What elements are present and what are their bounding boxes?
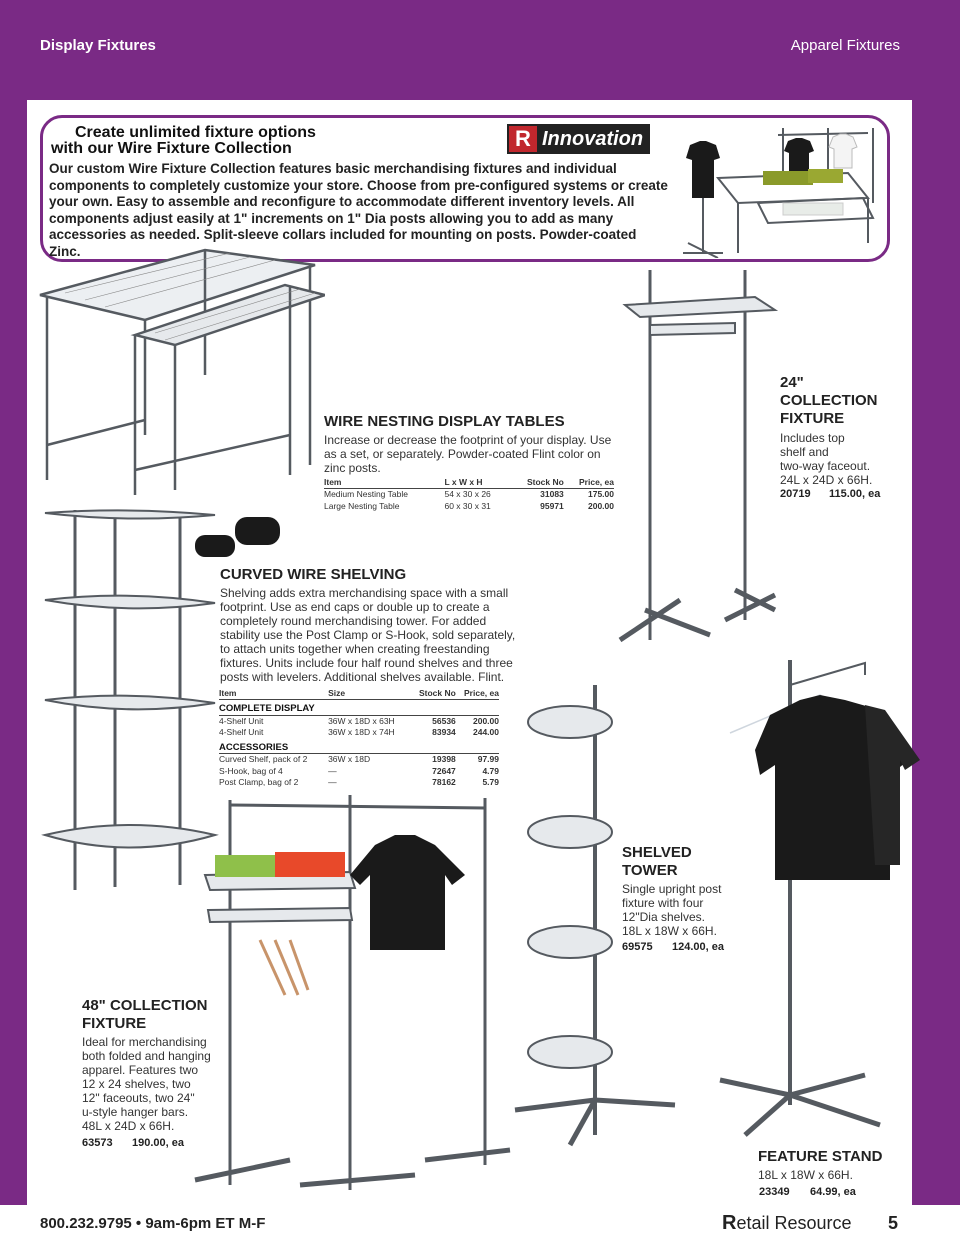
cell-stock: 31083 <box>540 489 564 499</box>
cell-item: Medium Nesting Table <box>324 489 408 499</box>
fixture24-title-line2: COLLECTION <box>780 392 878 409</box>
fixture24-desc-line1: Includes top <box>780 431 845 445</box>
footer-brand-logo <box>722 1212 852 1235</box>
cell-item: Curved Shelf, pack of 2 <box>219 754 308 764</box>
cell-stock: 78162 <box>432 777 456 787</box>
fixture48-desc-line1: Ideal for merchandising <box>82 1035 207 1049</box>
tower-desc-line4: 18L x 18W x 66H. <box>622 924 717 938</box>
stand-price: 64.99, ea <box>810 1186 856 1198</box>
cell-size: — <box>328 765 337 776</box>
page-number: 5 <box>888 1213 899 1233</box>
cell-size: 36W x 18D x 74H <box>328 727 395 737</box>
col-price: Price, ea <box>456 688 499 700</box>
cell-price: 200.00 <box>588 500 614 511</box>
fixture48-desc-line4: 12 x 24 shelves, two <box>82 1077 191 1091</box>
fixture24-desc-line2: shelf and <box>780 445 829 459</box>
nesting-table <box>324 477 614 512</box>
stand-title: FEATURE STAND <box>758 1148 883 1165</box>
promo-fixture-image <box>668 123 883 258</box>
cell-item: 4-Shelf Unit <box>219 715 264 726</box>
fixture24-desc-line4: 24L x 24D x 66H. <box>780 473 873 487</box>
brand-letter: R <box>722 1212 737 1234</box>
cell-stock: 83934 <box>432 727 456 737</box>
fixture48-desc-line7: 48L x 24D x 66H. <box>82 1119 175 1133</box>
cell-price: 200.00 <box>473 715 499 726</box>
fixture48-price: 190.00, ea <box>132 1137 184 1149</box>
cell-stock: 95971 <box>540 500 564 511</box>
fixture24-price: 115.00, ea <box>829 488 881 500</box>
promo-box <box>40 115 890 262</box>
cell-stock: 56536 <box>432 715 456 726</box>
tower-price: 124.00, ea <box>672 941 724 953</box>
col-item: Item <box>219 688 328 700</box>
collection-fixture-48-image <box>190 790 515 1200</box>
col-stock: Stock No <box>410 688 455 700</box>
table-row <box>219 777 499 789</box>
cell-size: 54 x 30 x 26 <box>444 489 491 499</box>
innovation-badge <box>507 124 650 154</box>
table-row <box>324 501 614 513</box>
fixture48-title-line1: 48" COLLECTION <box>82 997 208 1014</box>
table-row <box>219 727 499 739</box>
cell-size: — <box>328 777 337 787</box>
cell-item: Large Nesting Table <box>324 500 400 511</box>
promo-title-line2: with our Wire Fixture Collection <box>51 140 292 157</box>
nesting-title: WIRE NESTING DISPLAY TABLES <box>324 413 565 430</box>
fixture24-title-line3: FIXTURE <box>780 410 845 427</box>
fixture24-title-line1: 24" <box>780 374 804 391</box>
group-label: COMPLETE DISPLAY <box>219 700 499 716</box>
tower-stock: 69575 <box>622 941 653 953</box>
stand-desc-line1: 18L x 18W x 66H. <box>758 1168 853 1182</box>
table-group <box>219 739 499 754</box>
curved-title: CURVED WIRE SHELVING <box>220 566 407 583</box>
section-title: Display Fixtures <box>40 37 156 54</box>
col-size: L x W x H <box>444 477 510 489</box>
badge-letter: R <box>509 126 537 152</box>
fixture48-desc-line3: apparel. Features two <box>82 1063 199 1077</box>
table-row <box>219 715 499 727</box>
cell-price: 97.99 <box>477 754 499 764</box>
cell-size: 60 x 30 x 31 <box>444 500 491 511</box>
badge-text: Innovation <box>537 126 648 152</box>
curved-description: Shelving adds extra merchandising space with a small footprint. Use as end caps or double up to create a completely round merchandising tower. For added stability use the Post Clamp or S-Hook, sold separately, to attach units together when creating freestanding fixtures. Units include four half round shelves and three posts with levelers. Additional shelves available. Flint. <box>220 586 516 684</box>
col-size: Size <box>328 688 410 700</box>
table-group <box>219 700 499 716</box>
cell-price: 244.00 <box>473 727 499 737</box>
cell-price: 175.00 <box>588 489 614 499</box>
fixture24-desc-line3: two-way faceout. <box>780 459 871 473</box>
feature-stand-image <box>715 655 920 1145</box>
cell-price: 4.79 <box>482 765 499 776</box>
fixture48-title-line2: FIXTURE <box>82 1015 147 1032</box>
fixture48-desc-line5: 12" faceouts, two 24" <box>82 1091 195 1105</box>
promo-body: Our custom Wire Fixture Collection features basic merchandising fixtures and individual components to completely customize your store. Choose from pre-configured systems or create your own. Easy to assemble and reconfigure to accommodate different inventory levels. All components adjust easily at 1" increments on 1" Dia posts allowing you to add as many accessories as needed. Split-sleeve collars included for mounting on posts. Powder-coated Zinc. <box>49 161 668 259</box>
category-title: Apparel Fixtures <box>790 37 900 54</box>
tower-desc-line2: fixture with four <box>622 896 704 910</box>
tower-desc-line1: Single upright post <box>622 882 722 896</box>
fixture24-stock: 20719 <box>780 488 811 500</box>
group-label: ACCESSORIES <box>219 739 499 754</box>
promo-title-line1: Create unlimited fixture options <box>75 124 316 141</box>
cell-stock: 19398 <box>432 754 456 764</box>
table-row <box>219 766 499 778</box>
tower-title-line2: TOWER <box>622 862 678 879</box>
fixture48-stock: 63573 <box>82 1137 113 1149</box>
cell-item: 4-Shelf Unit <box>219 727 264 737</box>
brand-name: etail Resource <box>736 1213 852 1233</box>
table-row <box>219 754 499 766</box>
cell-size: 36W x 18D x 63H <box>328 715 395 726</box>
cell-item: S-Hook, bag of 4 <box>219 765 283 776</box>
collection-fixture-24-image <box>615 265 780 650</box>
cell-size: 36W x 18D <box>328 754 371 764</box>
cell-stock: 72647 <box>432 765 456 776</box>
col-item: Item <box>324 477 444 489</box>
nesting-description: Increase or decrease the footprint of your display. Use as a set, or separately. Powder-coated Flint color on zinc posts. <box>324 433 612 475</box>
nesting-tables-image <box>35 245 325 500</box>
tower-title-line1: SHELVED <box>622 844 692 861</box>
fixture48-desc-line2: both folded and hanging <box>82 1049 211 1063</box>
cell-price: 5.79 <box>482 777 499 787</box>
stand-stock: 23349 <box>759 1186 790 1198</box>
col-stock: Stock No <box>511 477 564 489</box>
col-price: Price, ea <box>564 477 614 489</box>
curved-table <box>219 688 499 789</box>
table-row <box>324 489 614 501</box>
footer-phone: 800.232.9795 • 9am-6pm ET M-F <box>40 1215 266 1232</box>
cell-item: Post Clamp, bag of 2 <box>219 777 299 787</box>
tower-desc-line3: 12"Dia shelves. <box>622 910 705 924</box>
fixture48-desc-line6: u-style hanger bars. <box>82 1105 189 1119</box>
